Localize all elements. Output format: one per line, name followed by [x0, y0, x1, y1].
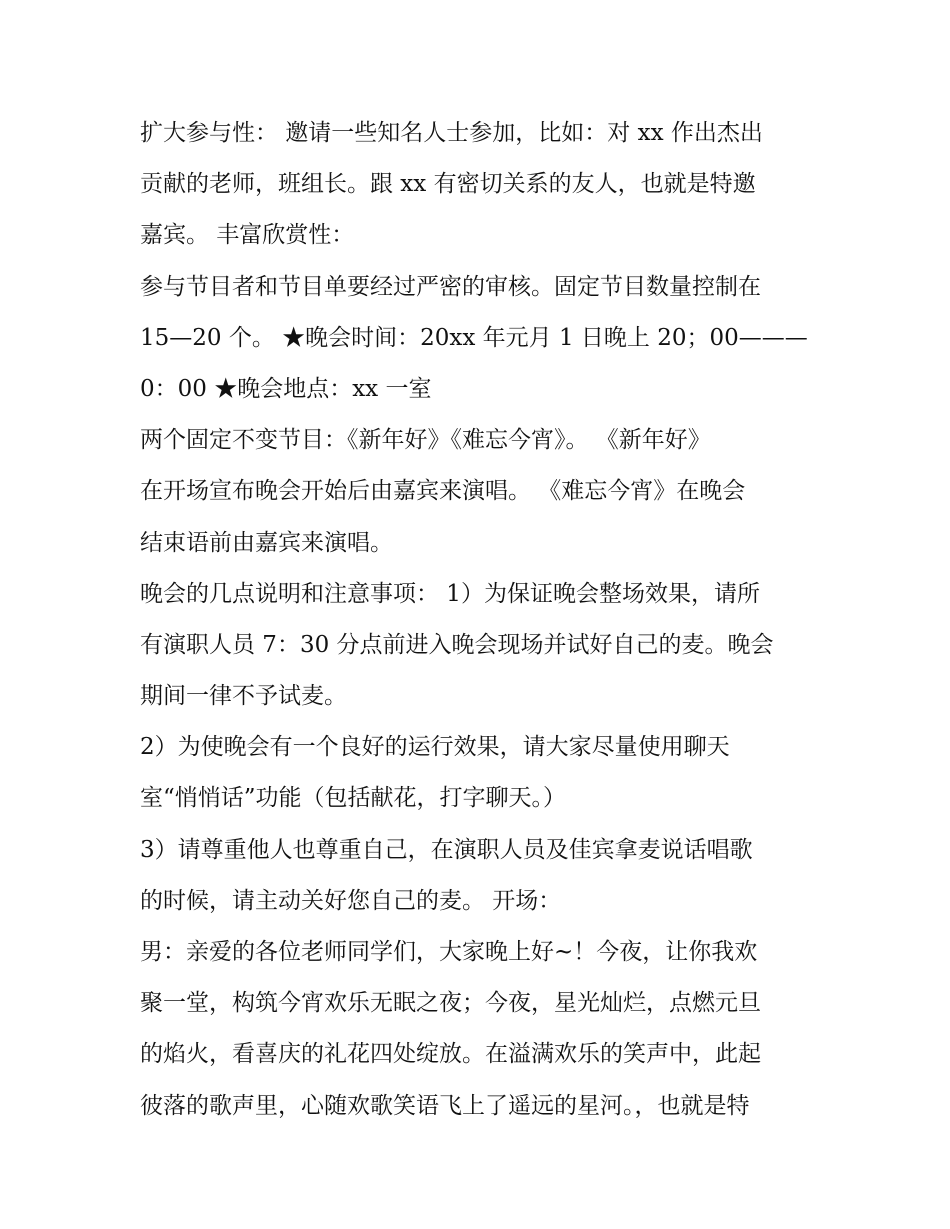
text-line: 嘉宾。 丰富欣赏性： — [140, 222, 355, 249]
text-line: 2）为使晚会有一个良好的运行效果，请大家尽量使用聊天 — [140, 734, 730, 761]
text-line: 的时候，请主动关好您自己的麦。 开场： — [140, 887, 562, 914]
text-line: 15—20 个。 ★晚会时间：20xx 年元月 1 日晚上 20；00——— — [140, 324, 808, 351]
text-line: 彼落的歌声里，心随欢歌笑语飞上了遥远的星河。，也就是特 — [140, 1092, 750, 1119]
text-line: 贡献的老师，班组长。跟 xx 有密切关系的友人，也就是特邀 — [140, 171, 756, 198]
text-line: 期间一律不予试麦。 — [140, 683, 347, 710]
text-line: 男：亲爱的各位老师同学们，大家晚上好~！今夜，让你我欢 — [140, 939, 758, 965]
text-line: 在开场宣布晚会开始后由嘉宾来演唱。 《难忘今宵》在晚会 — [140, 478, 746, 505]
text-line: 扩大参与性： 邀请一些知名人士参加，比如：对 xx 作出杰出 — [140, 120, 763, 146]
text-line: 3）请尊重他人也尊重自己，在演职人员及佳宾拿麦说话唱歌 — [140, 836, 753, 863]
text-line: 结束语前由嘉宾来演唱。 — [140, 529, 393, 556]
text-line: 室“悄悄话”功能（包括献花，打字聊天。） — [140, 785, 567, 812]
text-line: 0：00 ★晚会地点：xx 一室 — [140, 375, 432, 402]
text-line: 两个固定不变节目：《新年好》《难忘今宵》。 《新年好》 — [140, 427, 711, 454]
text-line: 参与节目者和节目单要经过严密的审核。固定节目数量控制在 — [140, 273, 761, 300]
text-line: 有演职人员 7：30 分点前进入晚会现场并试好自己的麦。晚会 — [140, 631, 774, 658]
text-line: 晚会的几点说明和注意事项： 1）为保证晚会整场效果，请所 — [140, 580, 760, 607]
body-text — [140, 108, 820, 1132]
text-line: 的焰火，看喜庆的礼花四处绽放。在溢满欢乐的笑声中，此起 — [140, 1041, 761, 1068]
text-line: 聚一堂，构筑今宵欢乐无眠之夜；今夜，星光灿烂，点燃元旦 — [140, 990, 761, 1017]
